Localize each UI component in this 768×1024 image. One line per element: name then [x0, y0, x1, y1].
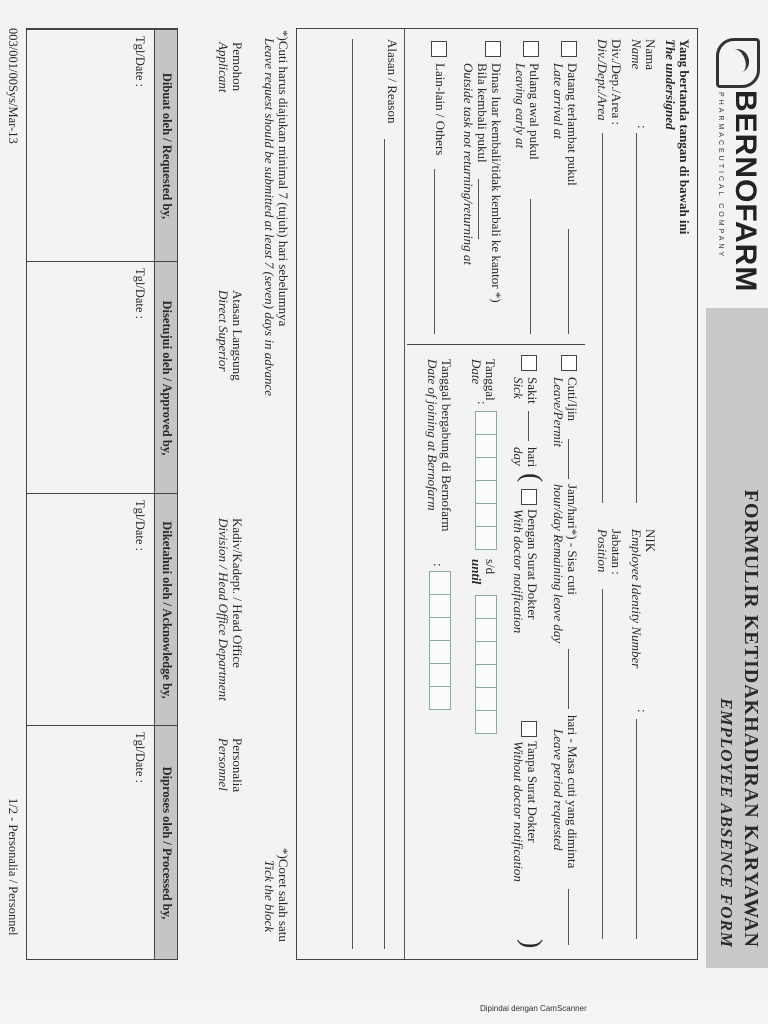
- form-code: 003/001/00Sys/Mar-13: [6, 28, 20, 144]
- div-label: Div./Dep./Area :: [609, 39, 624, 126]
- role-head-office: Kadiv/Kadept. / Head Office: [230, 518, 245, 668]
- separator-line: [404, 29, 405, 959]
- outside-task-return-label: Bila kembali pukul: [475, 63, 490, 163]
- leave-early-label-en: Leaving early at: [513, 63, 528, 149]
- outside-task-checkbox[interactable]: [485, 41, 501, 57]
- signature-requested[interactable]: [27, 29, 177, 262]
- role-applicant: Pemohon: [230, 42, 245, 92]
- signature-date: Tgl/Date :: [133, 36, 147, 88]
- sick-day-label: hari: [525, 447, 540, 468]
- requested-period-label-en: Leave period requested: [551, 729, 566, 851]
- form-body: Yang bertanda tangan di bawah ini The undersigned Nama Name : NIK Employee Identity Number : Div./Dep./Area : Div./Dept./Area Jabatan : Position Datang terlambat pukul Late arrival at Pulang awal pukul Leaving early at Dinas luar kembali/tidak kembali ke kantor *) Bila kembali pukul Outside task not returning/returning at Lain-lain / Others Cuti/Ijin Leave/Permit Jam/hari*) - Sisa cuti hour/day Remaining leave day hari - Masa cuti yang diminta Leave period requested Sakit Sick hari day ( Dengan Surat Dokter With doctor notification Tanpa Surat Dokter Without doctor notification ) Tanggal Date : s/d until Tanggal bergabung di Bernofarm Date of joining at Bernofarm : Alasan / Reason: [296, 28, 698, 960]
- without-doctor-label-en: Without doctor notification: [511, 741, 526, 882]
- reason-field[interactable]: [384, 139, 385, 949]
- tick-note: *)Coret salah satu: [276, 848, 291, 942]
- position-field[interactable]: [602, 589, 603, 939]
- position-label-en: Position: [595, 529, 610, 573]
- name-label: Nama: [643, 39, 658, 71]
- outside-task-time[interactable]: [478, 179, 479, 239]
- role-applicant-en: Applicant: [216, 42, 231, 93]
- open-paren: (: [516, 473, 547, 483]
- div-field[interactable]: [602, 133, 603, 503]
- joining-date-label-en: Date of joining at Bernofarm: [425, 359, 440, 511]
- others-checkbox[interactable]: [431, 41, 447, 57]
- form-header: [698, 8, 768, 968]
- role-head-office-en: Division / Head Office Department: [216, 518, 231, 701]
- joining-date-boxes[interactable]: [429, 571, 451, 709]
- position-label: Jabatan :: [609, 529, 624, 575]
- close-paren: ): [516, 939, 547, 949]
- nik-field[interactable]: [636, 719, 637, 939]
- joining-date-label: Tanggal bergabung di Bernofarm: [439, 359, 454, 532]
- sick-label: Sakit: [525, 377, 540, 404]
- leave-label-en: Leave/Permit: [551, 377, 566, 448]
- date-label-en: Date: [469, 359, 484, 385]
- role-personnel: Personalia: [230, 738, 245, 793]
- signature-date: Tgl/Date :: [133, 268, 147, 320]
- tick-note-en: Tick the block: [262, 860, 277, 933]
- late-arrival-time[interactable]: [568, 229, 569, 334]
- others-label: Lain-lain / Others: [433, 63, 448, 156]
- advance-note: *)Cuti harus diajukan minimal 7 (tujuh) hari sebelumnya: [276, 30, 291, 327]
- sick-label-en: Sick: [511, 377, 526, 399]
- until-label: s/d: [483, 559, 498, 575]
- signature-processed[interactable]: [27, 725, 177, 960]
- signature-date: Tgl/Date :: [133, 500, 147, 552]
- signature-title: Diketahui oleh / Acknowledge by,: [160, 521, 174, 699]
- title-band: [706, 308, 768, 968]
- scanner-watermark: Dipindai dengan CamScanner: [480, 1004, 587, 1013]
- form-subtitle: EMPLOYEE ABSENCE FORM: [717, 698, 736, 948]
- with-doctor-checkbox[interactable]: [521, 489, 537, 505]
- requested-period-field[interactable]: [568, 889, 569, 945]
- signature-title: Diproses oleh / Processed by,: [160, 766, 174, 920]
- reason-label: Alasan / Reason: [385, 39, 400, 124]
- role-superior-en: Direct Superior: [216, 290, 231, 372]
- leave-early-label: Pulang awal pukul: [527, 63, 542, 160]
- late-arrival-label: Datang terlambat pukul: [565, 63, 580, 186]
- sick-day-label-en: day: [511, 447, 526, 466]
- others-field[interactable]: [434, 169, 435, 334]
- column-divider: [407, 344, 585, 345]
- form-title: FORMULIR KETIDAKHADIRAN KARYAWAN: [740, 489, 762, 948]
- leave-label: Cuti/Ijin: [565, 377, 580, 422]
- role-personnel-en: Personnel: [216, 738, 231, 791]
- company-logo: [704, 38, 762, 293]
- date-until-boxes[interactable]: [475, 595, 497, 733]
- until-label-en: until: [469, 559, 484, 585]
- undersigned-label-en: The undersigned: [663, 39, 678, 130]
- leave-hours-field[interactable]: [568, 439, 569, 479]
- outside-task-label: Dinas luar kembali/tidak kembali ke kantor *): [489, 63, 504, 303]
- logo-mark-icon: [716, 38, 760, 88]
- nik-label: NIK: [643, 529, 658, 553]
- remaining-leave-field[interactable]: [568, 649, 569, 709]
- company-name: BERNOFARM: [729, 90, 762, 293]
- signature-table: [26, 28, 178, 960]
- leave-checkbox[interactable]: [561, 355, 577, 371]
- with-doctor-label-en: With doctor notification: [511, 509, 526, 634]
- late-arrival-checkbox[interactable]: [561, 41, 577, 57]
- div-label-en: Div./Dept./Area: [595, 39, 610, 121]
- signature-date: Tgl/Date :: [133, 732, 147, 784]
- requested-period-label: hari - Masa cuti yang diminta: [565, 715, 580, 869]
- remaining-leave-label: Jam/hari*) - Sisa cuti: [565, 484, 580, 595]
- date-from-boxes[interactable]: [475, 411, 497, 549]
- date-label: Tanggal: [483, 359, 498, 401]
- late-arrival-label-en: Late arrival at: [551, 63, 566, 139]
- signature-approved[interactable]: [27, 261, 177, 494]
- leave-early-checkbox[interactable]: [523, 41, 539, 57]
- signature-title: Dibuat oleh / Requested by,: [160, 72, 174, 220]
- reason-field-2[interactable]: [352, 39, 353, 949]
- signature-acknowledged[interactable]: [27, 493, 177, 726]
- nik-label-en: Employee Identity Number: [629, 529, 644, 669]
- name-field[interactable]: [636, 133, 637, 503]
- undersigned-label: Yang bertanda tangan di bawah ini: [677, 39, 692, 235]
- advance-note-en: Leave request should be submitted at least 7 (seven) days in advance: [262, 38, 277, 397]
- remaining-leave-label-en: hour/day Remaining leave day: [551, 484, 566, 644]
- role-superior: Atasan Langsung: [230, 290, 245, 381]
- outside-task-label-en: Outside task not returning/returning at: [461, 63, 476, 265]
- sick-checkbox[interactable]: [521, 355, 537, 371]
- name-label-en: Name: [629, 39, 644, 70]
- without-doctor-checkbox[interactable]: [521, 721, 537, 737]
- signature-title: Disetujui oleh / Approved by,: [160, 300, 174, 456]
- sick-days-field[interactable]: [528, 411, 529, 441]
- absence-form: [0, 8, 768, 968]
- copy-note: 1/2 - Personalia / Personnel: [6, 798, 20, 936]
- leave-early-time[interactable]: [530, 199, 531, 334]
- without-doctor-label: Tanpa Surat Dokter: [525, 741, 540, 843]
- with-doctor-label: Dengan Surat Dokter: [525, 509, 540, 620]
- company-subtitle: PHARMACEUTICAL COMPANY: [717, 92, 724, 260]
